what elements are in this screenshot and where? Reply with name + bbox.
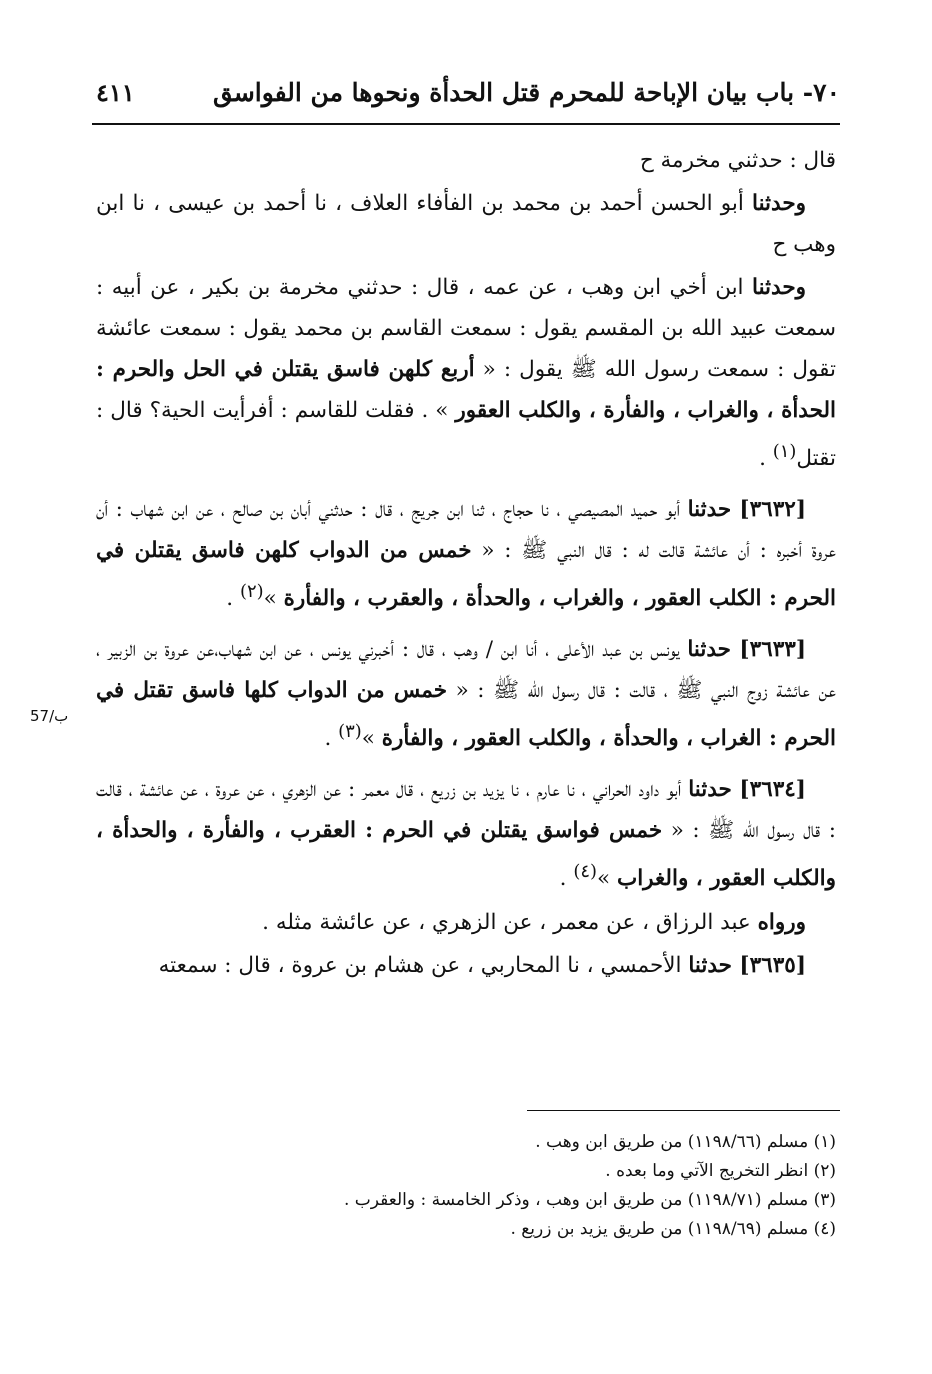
paragraph: ورواه عبد الرزاق ، عن معمر ، عن الزهري ، عن عائشة مثله . bbox=[262, 909, 806, 935]
manuscript-folio-note: 57/ب bbox=[30, 707, 69, 725]
footnote-rule bbox=[527, 1110, 840, 1111]
header-rule bbox=[92, 123, 840, 125]
footnotes bbox=[96, 1128, 836, 1244]
chapter-title: ٧٠- باب بيان الإباحة للمحرم قتل الحدأة ونحوها من الفواسق bbox=[212, 77, 840, 107]
footnote: (٢) انظر التخريج الآتي وما بعده . bbox=[605, 1161, 836, 1181]
paragraph: قال : حدثني مخرمة ح bbox=[639, 148, 836, 173]
paragraph: [٣٦٣٥] حدثنا الأحمسي ، نا المحاربي ، عن هشام بن عروة ، قال : سمعته bbox=[158, 952, 806, 978]
paragraph: [٣٦٣٣] حدثنا يونس بن عبد الأعلى ، أنا ابن / وهب ، قال : أخبرني يونس ، عن ابن شهاب،عن عروة بن الزبير ، عن عائشة زوج النبي ﷺ ، قالت : قال رسول الله ﷺ : « خمس من الدواب كلها فاسق تقتل في الحرم : الغراب ، والحدأة ، والكلب العقور ، والفأرة »$^{(٣)}$ . bbox=[96, 637, 836, 752]
paragraph: وحدثنا أبو الحسن أحمد بن محمد بن الفأفاء العلاف ، نا أحمد بن عيسى ، نا ابن وهب ح bbox=[96, 191, 836, 257]
main-text bbox=[96, 140, 836, 988]
paragraph: [٣٦٣٢] حدثنا أبو حميد المصيصي ، نا حجاج ، ثنا ابن جريج ، قال : حدثني أبان بن صالح ، عن ابن شهاب : أن عروة أخبره : أن عائشة قالت له : قال النبي ﷺ : « خمس من الدواب كلهن فاسق يقتلن في الحرم : الكلب العقور ، والغراب ، والحدأة ، والعقرب ، والفأرة »$^{(٢)}$ . bbox=[96, 497, 837, 612]
footnote: (٣) مسلم (١١٩٨/٧١) من طريق ابن وهب ، وذكر الخامسة : والعقرب . bbox=[343, 1190, 836, 1210]
footnote: (٤) مسلم (١١٩٨/٦٩) من طريق يزيد بن زريع . bbox=[510, 1219, 836, 1239]
page-number: ٤١١ bbox=[96, 77, 135, 107]
paragraph: وحدثنا ابن أخي ابن وهب ، عن عمه ، قال : حدثني مخرمة بن بكير ، عن أبيه : سمعت عبيد الله بن المقسم يقول : سمعت القاسم بن محمد يقول : سمعت عائشة تقول : سمعت رسول الله ﷺ يقول : « أربع كلهن فاسق يقتلن في الحل والحرم : الحدأة ، والغراب ، والفأرة ، والكلب العقور » . فقلت للقاسم : أفرأيت الحية؟ قال : تقتل$^{(١)}$ . bbox=[96, 275, 836, 472]
footnote: (١) مسلم (١١٩٨/٦٦) من طريق ابن وهب . bbox=[535, 1132, 836, 1152]
paragraph: [٣٦٣٤] حدثنا أبو داود الحراني ، نا عارم ، نا يزيد بن زريع ، قال معمر : عن الزهري ، عن عروة ، عن عائشة ، قالت : قال رسول الله ﷺ : « خمس فواسق يقتلن في الحرم : العقرب ، والفأرة ، والحدأة ، والكلب العقور ، والغراب »$^{(٤)}$ . bbox=[96, 777, 836, 892]
page-header bbox=[92, 66, 840, 118]
